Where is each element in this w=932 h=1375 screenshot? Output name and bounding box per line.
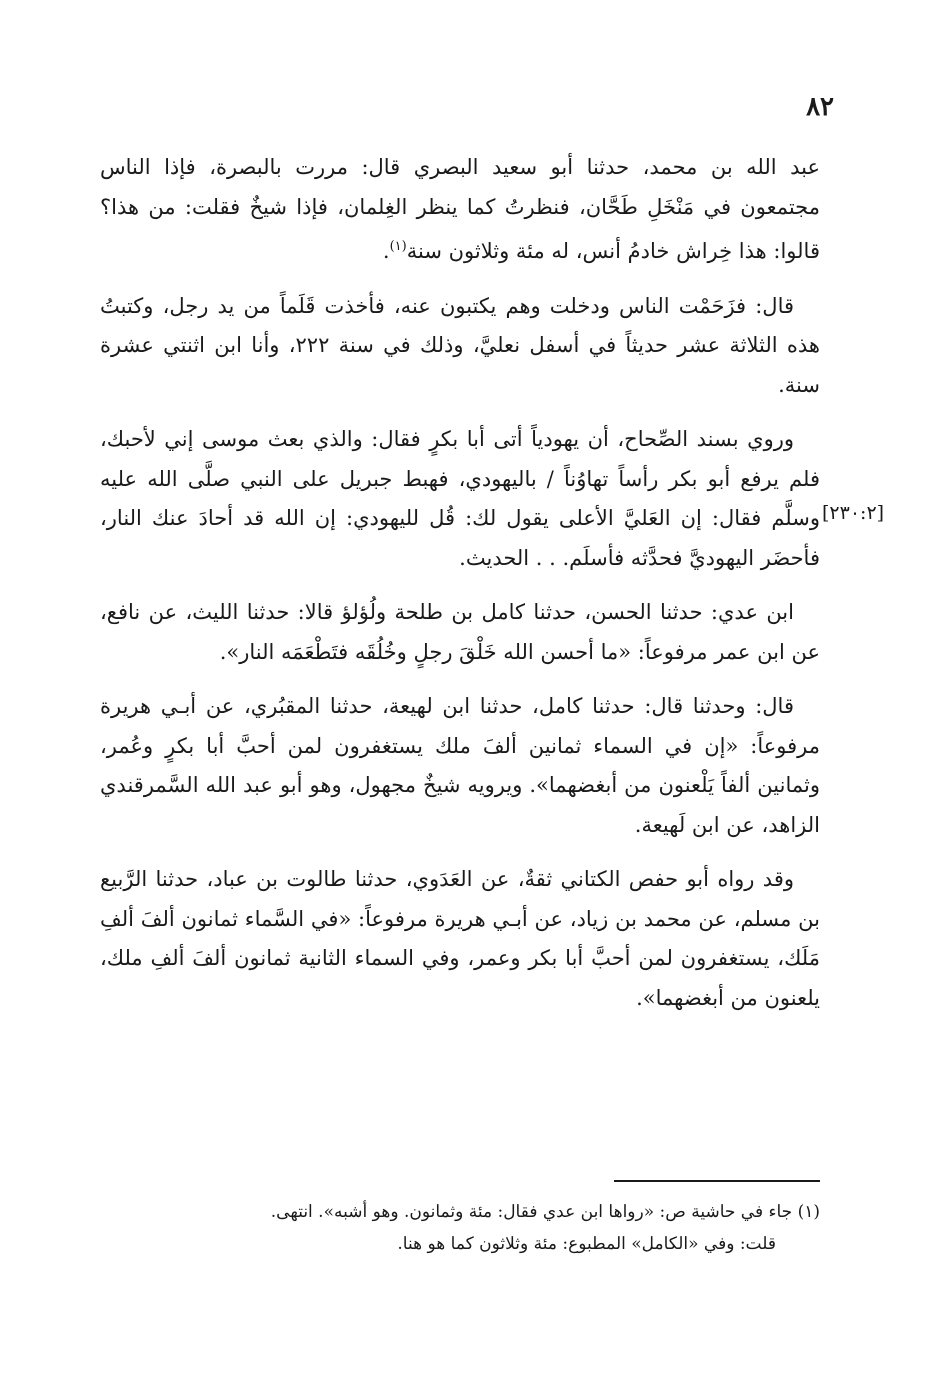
paragraph: وروي بسند الصِّحاح، أن يهودياً أتى أبا بكرٍ فقال: والذي بعث موسى إني لأحبك، فلم يرفع أبو بكر رأساً تهاوُناً / باليهودي، فهبط جبريل على النبي صلَّى الله عليه وسلَّم فقال: إن العَليَّ الأعلى يقول لك: قُل لليهودي: إن الله قد أحادَ عنك النار، فأحضَر اليهوديَّ فحدَّثه فأسلَم. . . الحديث. <box>100 427 820 570</box>
paragraph: قال: وحدثنا قال: حدثنا كامل، حدثنا ابن لهيعة، حدثنا المقبُري، عن أبـي هريرة مرفوعاً: «إن في السماء ثمانين ألفَ ملك يستغفرون لمن أحبَّ أبا بكرٍ وعُمر، وثمانين ألفاً يَلْعنون من أبغضهما». ويرويه شيخٌ مجهول، وهو أبو عبد الله السَّمرقندي الزاهد، عن ابن لَهيعة. <box>100 694 820 837</box>
paragraph: ابن عدي: حدثنا الحسن، حدثنا كامل بن طلحة ولُؤلؤ قالا: حدثنا الليث، عن نافع، عن ابن عمر مرفوعاً: «ما أحسن الله خَلْقَ رجلٍ وخُلُقَه فتَطْعَمَه النار». <box>100 600 820 664</box>
footnote-line: قلت: وفي «الكامل» المطبوع: مئة وثلاثون كما هو هنا. <box>397 1234 776 1254</box>
margin-reference: [٢٣٠:٢] <box>822 502 885 524</box>
footnote-marker[interactable]: (١) <box>389 239 407 254</box>
paragraph: وقد رواه أبو حفص الكتاني ثقةٌ، عن العَدَوي، حدثنا طالوت بن عباد، حدثنا الرَّبيع بن مسلم، عن محمد بن زياد، عن أبـي هريرة مرفوعاً: «في السَّماء ثمانون ألفَ ألفِ مَلَك، يستغفرون لمن أحبَّ أبا بكر وعمر، وفي السماء الثانية ثمانون ألفَ ألفِ ملك، يلعنون من أبغضهما». <box>100 867 820 1010</box>
footnotes <box>100 1196 820 1260</box>
paragraph: عبد الله بن محمد، حدثنا أبو سعيد البصري قال: مررت بالبصرة، فإذا الناس مجتمعون في مَنْخَلِ طَحَّان، فنظرتُ كما ينظر الغِلمان، فإذا شيخٌ فقلت: من هذا؟ قالوا: هذا خِراش خادمُ أنس، له مئة وثلاثون سنة$^{(١)}$. <box>100 155 820 263</box>
paragraph: قال: فزَحَمْت الناس ودخلت وهم يكتبون عنه، فأخذت قَلَماً من يد رجل، وكتبتُ هذه الثلاثة عشر حديثاً في أسفل نعليَّ، وذلك في سنة ٢٢٢، وأنا ابن اثنتي عشرة سنة. <box>100 293 820 397</box>
footnote-divider <box>614 1180 820 1182</box>
main-text <box>100 148 820 1033</box>
page-number: ٨٢ <box>806 92 834 122</box>
footnote-line: (١) جاء في حاشية ص: «رواها ابن عدي فقال: مئة وثمانون. وهو أشبه». انتهى. <box>270 1202 820 1222</box>
